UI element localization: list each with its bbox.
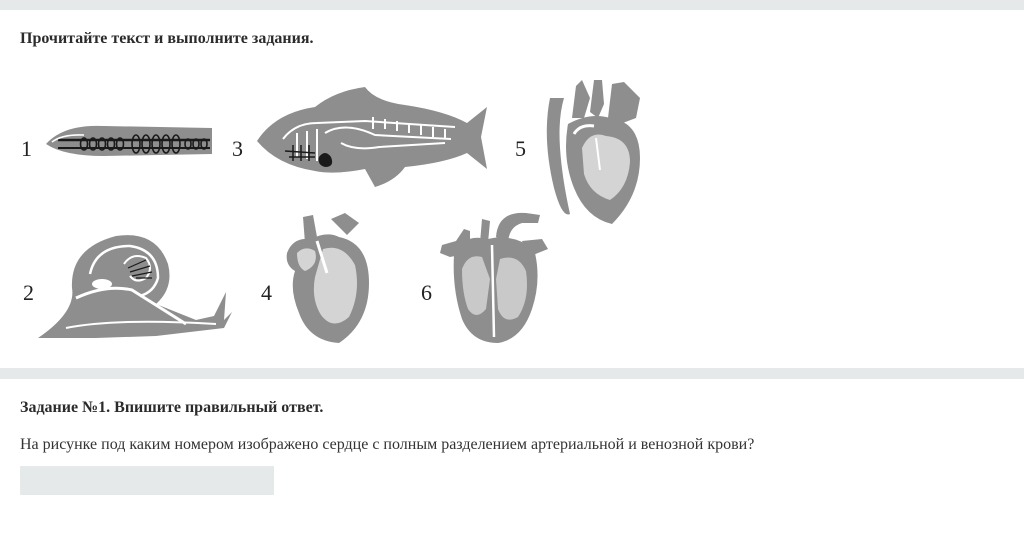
figure-label-4: 4: [261, 280, 272, 305]
figure-label-3: 3: [232, 136, 243, 161]
text-panel: [0, 10, 1024, 368]
heart-icon: [438, 209, 550, 345]
figure-label-1: 1: [21, 136, 32, 161]
fish-icon: [255, 83, 490, 191]
heart-icon: [540, 78, 644, 228]
figure-label-6: 6: [421, 280, 432, 305]
heart-icon: [283, 213, 373, 345]
task-title: Задание №1. Впишите правильный ответ.: [20, 399, 324, 416]
intro-heading: Прочитайте текст и выполните задания.: [20, 30, 314, 47]
snail-icon: [36, 228, 236, 340]
task-panel: [0, 379, 1024, 541]
figure-label-5: 5: [515, 136, 526, 161]
answer-input[interactable]: [20, 466, 274, 495]
figure-label-2: 2: [23, 280, 34, 305]
task-question: На рисунке под каким номером изображено сердце с полным разделением артериальной и венозной крови?: [20, 436, 755, 453]
earthworm-icon: [44, 118, 214, 162]
